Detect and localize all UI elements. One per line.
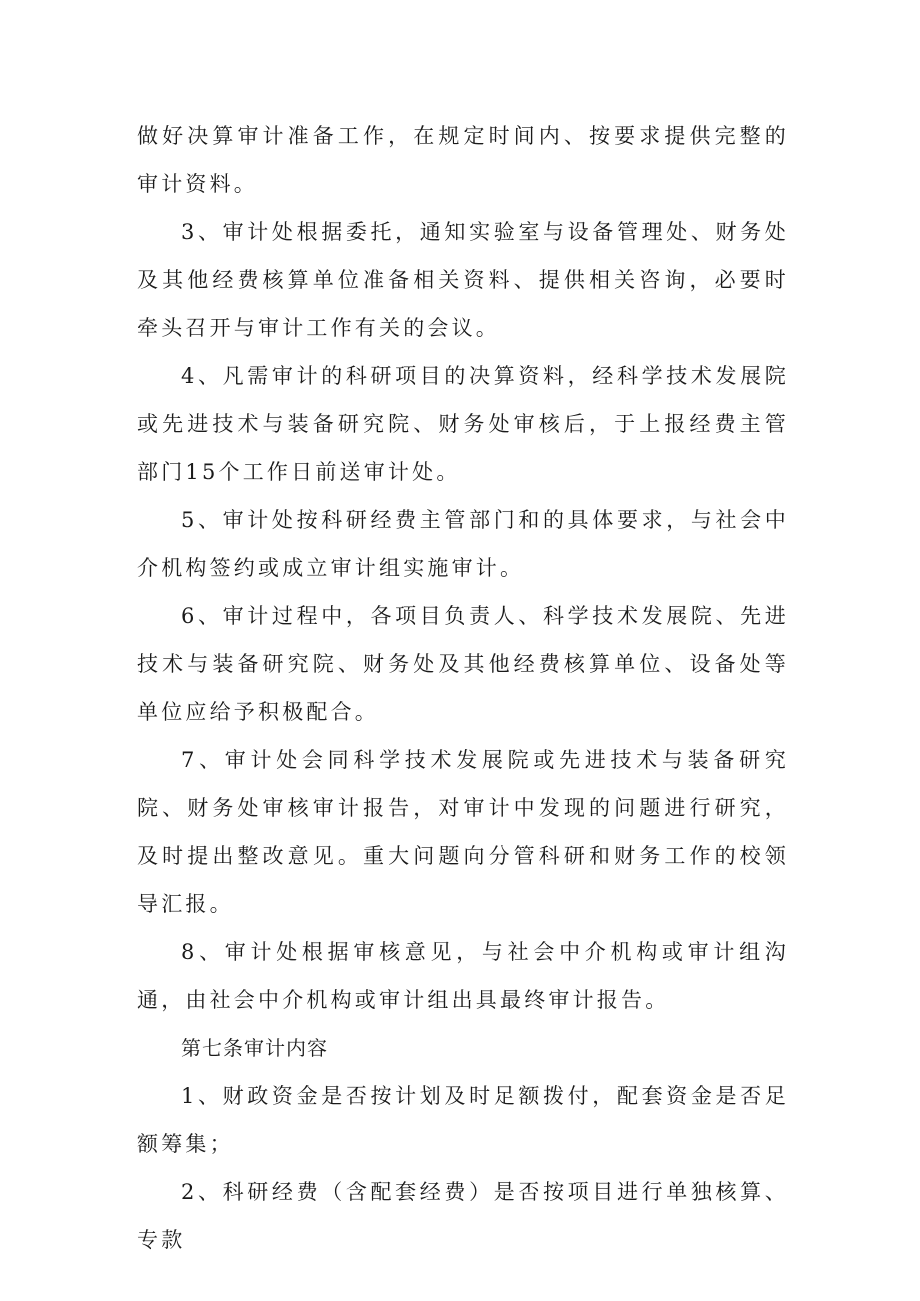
paragraph-content-item-2: 2、科研经费（含配套经费）是否按项目进行单独核算、专款: [137, 1180, 789, 1252]
document-body: [137, 112, 789, 1264]
paragraph-item-4: 4、凡需审计的科研项目的决算资料，经科学技术发展院或先进技术与装备研究院、财务处审核后，于上报经费主管部门15个工作日前送审计处。: [137, 364, 789, 484]
paragraph-item-7: 7、审计处会同科学技术发展院或先进技术与装备研究院、财务处审核审计报告，对审计中发现的问题进行研究，及时提出整改意见。重大问题向分管科研和财务工作的校领导汇报。: [137, 748, 789, 916]
paragraph-item-5: 5、审计处按科研经费主管部门和的具体要求，与社会中介机构签约或成立审计组实施审计。: [137, 508, 789, 580]
paragraph-continuation: 做好决算审计准备工作，在规定时间内、按要求提供完整的审计资料。: [137, 124, 789, 196]
paragraph-item-8: 8、审计处根据审核意见，与社会中介机构或审计组沟通，由社会中介机构或审计组出具最终审计报告。: [137, 940, 789, 1012]
paragraph-content-item-1: 1、财政资金是否按计划及时足额拨付，配套资金是否足额筹集；: [137, 1084, 789, 1156]
paragraph-item-6: 6、审计过程中，各项目负责人、科学技术发展院、先进技术与装备研究院、财务处及其他经费核算单位、设备处等单位应给予积极配合。: [137, 604, 789, 724]
section-heading-article-7: 第七条审计内容: [181, 1036, 328, 1060]
paragraph-item-3: 3、审计处根据委托，通知实验室与设备管理处、财务处及其他经费核算单位准备相关资料、提供相关咨询，必要时牵头召开与审计工作有关的会议。: [137, 220, 789, 340]
